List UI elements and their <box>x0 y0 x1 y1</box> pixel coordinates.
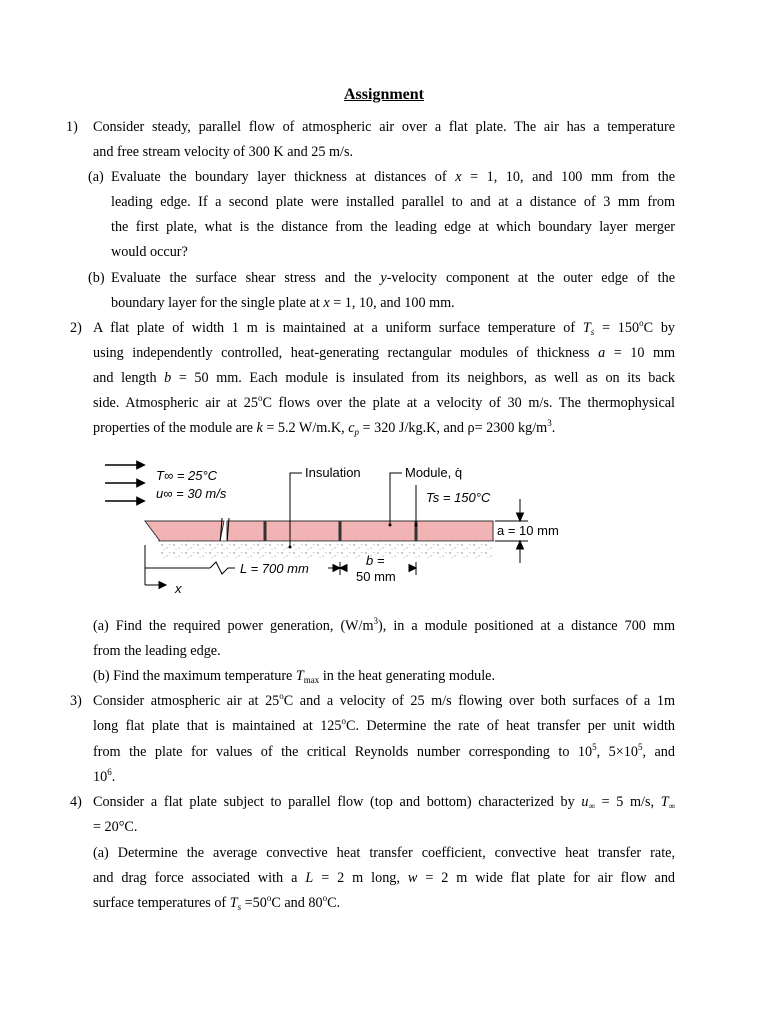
flow-arrows <box>105 462 144 505</box>
module-length-value: 50 mm <box>356 569 396 584</box>
problem-text-line: Consider atmospheric air at 25$^o$C and a velocity of 25 m/s flowing over both surfaces of a 1m <box>93 691 675 709</box>
length-label: L = 700 mm <box>240 561 309 576</box>
problem-text-line: Consider a flat plate subject to parallel flow (top and bottom) characterized by $u_\infty = 5$ m/s, $T_\infty$ <box>93 794 676 811</box>
plate-modules <box>145 518 493 544</box>
problem-number: 3) <box>70 693 82 709</box>
problem-text-line: and drag force associated with a L = 2 m long, w = 2 m wide flat plate for air flow and <box>93 870 676 886</box>
subpart-label: (a) <box>88 169 104 185</box>
problem-text-line: Consider steady, parallel flow of atmospheric air over a flat plate. The air has a temperature <box>93 119 675 135</box>
problem-text-line: using independently controlled, heat-generating rectangular modules of thickness a = 10 mm <box>93 345 676 361</box>
problem-text-line: = 20°C. <box>93 819 138 835</box>
problem-number: 1) <box>66 119 78 135</box>
problem-text-line: and length b = 50 mm. Each module is insulated from its neighbors, as well as on its back <box>93 370 676 386</box>
problem-text-line: from the leading edge. <box>93 643 221 659</box>
page-title: Assignment <box>343 86 424 103</box>
problem-text-line: would occur? <box>111 244 188 260</box>
module-label: Module, q̇ <box>405 465 463 480</box>
problem-text-line: Evaluate the surface shear stress and the y-velocity component at the outer edge of the <box>111 270 676 286</box>
problem-text-line: (b) Find the maximum temperature $T_{max}$ in the heat generating module. <box>93 668 496 685</box>
flat-plate-diagram <box>100 455 580 600</box>
insulation-layer <box>160 541 493 559</box>
insulation-label: Insulation <box>305 465 361 480</box>
problem-text-line: and free stream velocity of 300 K and 25 m/s. <box>93 144 354 160</box>
free-stream-temperature-label: T∞ = 25°C <box>156 468 218 483</box>
problem-number: 2) <box>70 320 82 336</box>
problem-text-line: A flat plate of width 1 m is maintained at a uniform surface temperature of $T_s = 150^oC$ by <box>93 318 676 337</box>
problem-text-line: from the plate for values of the critical Reynolds number corresponding to $10^5$, $5\times 10^5$, and <box>93 742 675 760</box>
surface-temperature-label: Ts = 150°C <box>426 490 491 505</box>
x-axis-label: x <box>175 581 182 596</box>
problem-text-line: (a) Determine the average convective heat transfer coefficient, convective heat transfer rate, <box>93 845 675 861</box>
subpart-label: (b) <box>88 270 105 286</box>
problem-text-line: side. Atmospheric air at 25$^o$C flows over the plate at a velocity of 30 m/s. The thermophysical <box>93 393 675 411</box>
problem-number: 4) <box>70 794 82 810</box>
module-length-label: b = <box>366 553 385 568</box>
problem-text-line: long flat plate that is maintained at 125$^o$C. Determine the rate of heat transfer per unit width <box>93 716 675 734</box>
free-stream-velocity-label: u∞ = 30 m/s <box>156 486 227 501</box>
problem-text-line: $10^6$. <box>93 767 116 785</box>
problem-text-line: boundary layer for the single plate at x = 1, 10, and 100 mm. <box>111 295 455 311</box>
thickness-label: a = 10 mm <box>497 523 559 538</box>
problem-text-line: Evaluate the boundary layer thickness at distances of x = 1, 10, and 100 mm from the <box>111 169 676 185</box>
problem-text-line: surface temperatures of $T_s =50^oC$ and 80$^o$C. <box>93 893 341 912</box>
problem-text-line: the first plate, what is the distance from the leading edge at which boundary layer merger <box>111 219 675 235</box>
problem-text-line: leading edge. If a second plate were installed parallel to and at a distance of 3 mm from <box>111 194 675 210</box>
problem-text-line: properties of the module are k = 5.2 W/m.K, $c_p = 320$ J/kg.K, and ρ= 2300 $kg/m^3$. <box>93 418 556 437</box>
problem-text-line: (a) Find the required power generation, $(W/m^3)$, in a module positioned at a distance 700 mm <box>93 616 675 634</box>
